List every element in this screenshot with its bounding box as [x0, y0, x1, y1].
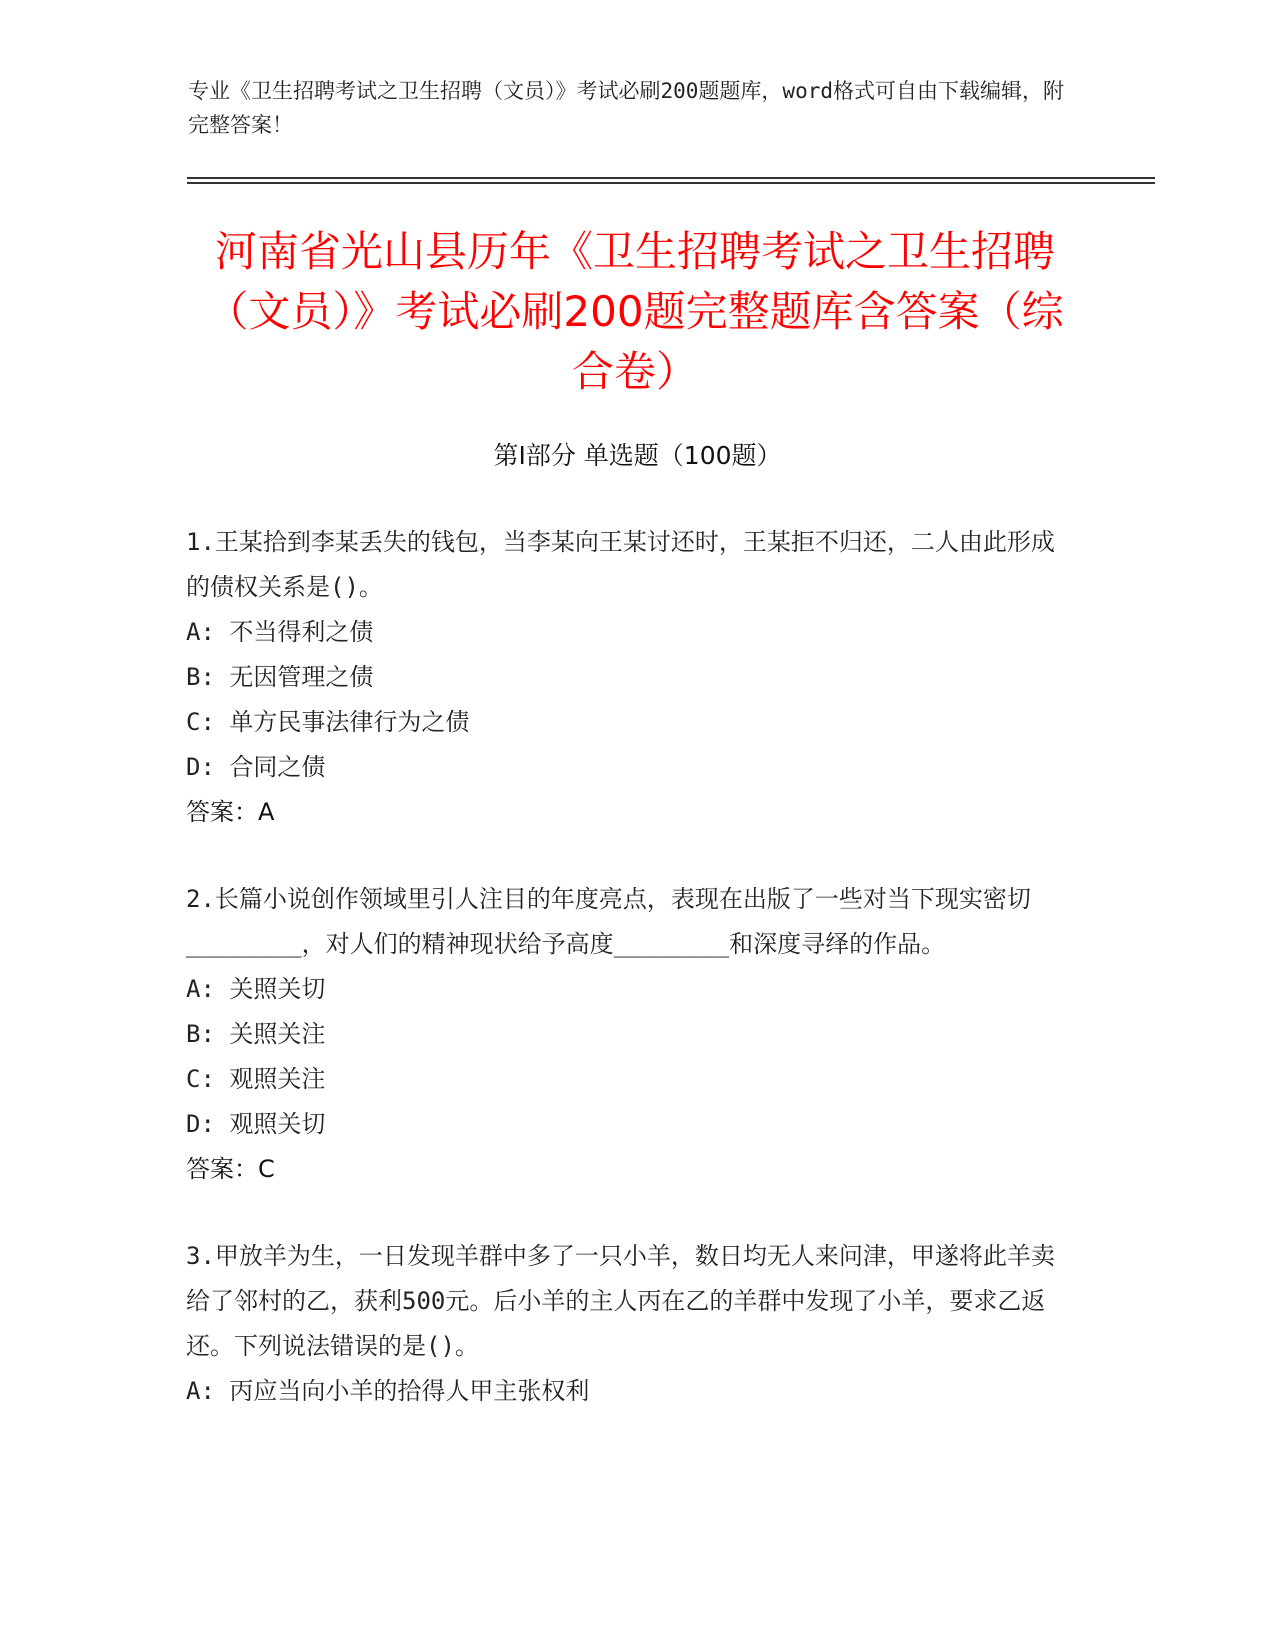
- header-divider-thick: [187, 182, 1155, 184]
- answer-key: 答案：C: [186, 1155, 275, 1183]
- question-item: [186, 520, 1066, 835]
- header-divider-thin: [187, 177, 1155, 179]
- answer-option: B: 无因管理之债: [186, 663, 374, 691]
- question-stem: 3.甲放羊为生，一日发现羊群中多了一只小羊，数日均无人来问津，甲遂将此羊卖给了邻村的乙，获利500元。后小羊的主人丙在乙的羊群中发现了小羊，要求乙返还。下列说法错误的是()。: [186, 1242, 1055, 1360]
- question-stem: 2.长篇小说创作领域里引人注目的年度亮点，表现在出版了一些对当下现实密切________，对人们的精神现状给予高度________和深度寻绎的作品。: [186, 885, 1031, 958]
- answer-option: D: 观照关切: [186, 1110, 326, 1138]
- answer-option: C: 单方民事法律行为之债: [186, 708, 470, 736]
- header-note: 专业《卫生招聘考试之卫生招聘（文员）》考试必刷200题题库，word格式可自由下载编辑，附完整答案！: [188, 79, 1064, 137]
- question-item: [186, 877, 1066, 1192]
- section-heading: 第I部分 单选题（100题）: [493, 441, 782, 470]
- answer-option: A: 关照关切: [186, 975, 326, 1003]
- answer-option: B: 关照关注: [186, 1020, 326, 1048]
- answer-option: C: 观照关注: [186, 1065, 326, 1093]
- question-list: [186, 520, 1066, 1456]
- document-title: 河南省光山县历年《卫生招聘考试之卫生招聘（文员）》考试必刷200题完整题库含答案（综合卷）: [206, 227, 1064, 396]
- answer-option: D: 合同之债: [186, 753, 326, 781]
- question-item: [186, 1234, 1066, 1414]
- question-stem: 1.王某拾到李某丢失的钱包，当李某向王某讨还时，王某拒不归还，二人由此形成的债权关系是()。: [186, 528, 1055, 601]
- answer-option: A: 不当得利之债: [186, 618, 374, 646]
- answer-key: 答案：A: [186, 798, 275, 826]
- answer-option: A: 丙应当向小羊的拾得人甲主张权利: [186, 1377, 590, 1405]
